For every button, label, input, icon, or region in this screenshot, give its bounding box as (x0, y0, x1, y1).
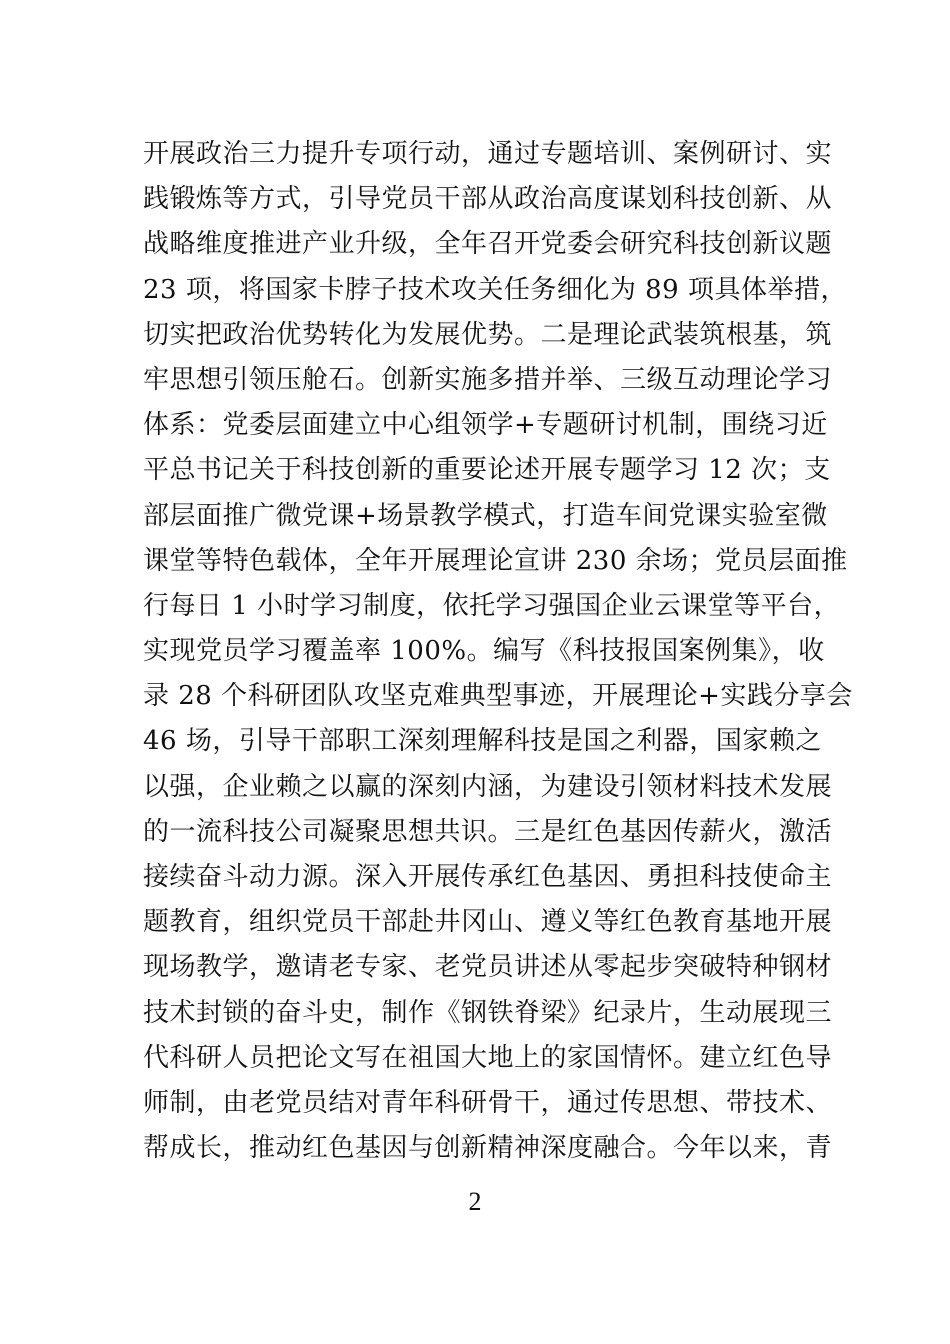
text-line: 平总书记关于科技创新的重要论述开展专题学习 12 次；支 (143, 455, 831, 486)
text-line: 行每日 1 小时学习制度，依托学习强国企业云课堂等平台， (143, 590, 841, 621)
text-line: 技术封锁的奋斗史，制作《钢铁脊梁》纪录片，生动展现三 (143, 997, 833, 1028)
body-text (143, 132, 853, 1171)
text-line: 题教育，组织党员干部赴井冈山、遵义等红色教育基地开展 (143, 907, 833, 938)
text-line: 体系：党委层面建立中心组领学+专题研讨机制，围绕习近 (143, 410, 828, 441)
page-number: 2 (468, 1187, 482, 1216)
text-line: 战略维度推进产业升级，全年召开党委会研究科技创新议题 (143, 229, 833, 260)
text-line: 录 28 个科研团队攻坚克难典型事迹，开展理论+实践分享会 (143, 681, 853, 712)
text-line: 帮成长，推动红色基因与创新精神深度融合。今年以来，青 (143, 1133, 833, 1164)
text-line: 23 项，将国家卡脖子技术攻关任务细化为 89 项具体举措， (143, 274, 847, 305)
text-line: 部层面推广微党课+场景教学模式，打造车间党课实验室微 (143, 500, 828, 531)
text-line: 开展政治三力提升专项行动，通过专题培训、案例研讨、实 (143, 139, 833, 169)
text-line: 课堂等特色载体，全年开展理论宣讲 230 余场；党员层面推 (143, 545, 848, 576)
text-line: 切实把政治优势转化为发展优势。二是理论武装筑根基，筑 (143, 319, 833, 350)
text-line: 46 场，引导干部职工深刻理解科技是国之利器，国家赖之 (143, 726, 822, 757)
text-line: 的一流科技公司凝聚思想共识。三是红色基因传薪火，激活 (143, 816, 833, 847)
text-line: 牢思想引领压舱石。创新实施多措并举、三级互动理论学习 (143, 364, 833, 395)
text-line: 接续奋斗动力源。深入开展传承红色基因、勇担科技使命主 (143, 862, 833, 892)
text-line: 践锻炼等方式，引导党员干部从政治高度谋划科技创新、从 (143, 184, 833, 215)
text-line: 代科研人员把论文写在祖国大地上的家国情怀。建立红色导 (143, 1042, 833, 1073)
text-line: 现场教学，邀请老专家、老党员讲述从零起步突破特种钢材 (143, 952, 833, 983)
text-line: 实现党员学习覆盖率 100%。编写《科技报国案例集》，收 (143, 636, 825, 667)
text-line: 以强，企业赖之以赢的深刻内涵，为建设引领材料技术发展 (143, 771, 833, 802)
text-line: 师制，由老党员结对青年科研骨干，通过传思想、带技术、 (143, 1087, 833, 1118)
